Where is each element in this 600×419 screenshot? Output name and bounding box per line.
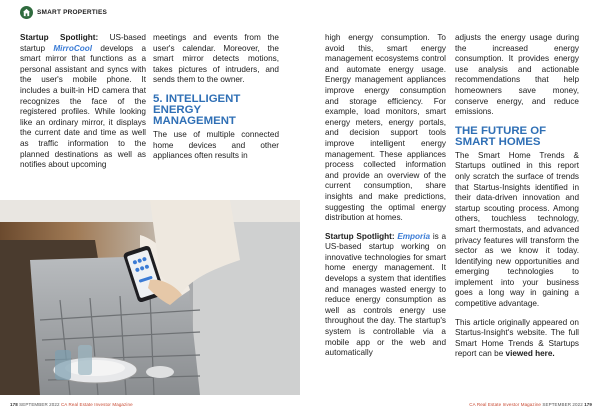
issue-date: SEPTEMBER 2022 <box>542 402 583 407</box>
right-page <box>300 0 600 419</box>
future-smart-homes-heading: THE FUTURE OF SMART HOMES <box>455 124 547 148</box>
spotlight-label: Startup Spotlight: <box>20 33 99 42</box>
right-footer <box>469 402 592 407</box>
publication-name: CA Real Estate Investor Magazine <box>60 402 133 407</box>
section-title: SMART PROPERTIES <box>37 8 108 16</box>
dishwasher-photo <box>0 200 300 395</box>
mirror-continued-paragraph: meetings and events from the user's calendar. Moreover, the smart mirror detects motions, takes pictures of intruders, and sends them to the owner. <box>153 33 279 85</box>
house-icon <box>20 6 33 19</box>
page-number: 179 <box>584 402 592 407</box>
brand-emporia: Emporia <box>397 231 431 241</box>
energy-intro-paragraph: The use of multiple connected home devices and other appliances often results in <box>153 129 279 161</box>
energy-management-heading: 5. INTELLIGENT ENERGY MANAGEMENT <box>153 92 241 127</box>
right-column-2 <box>455 33 579 360</box>
viewed-here-link[interactable]: viewed here. <box>505 349 555 359</box>
left-column-1 <box>20 33 146 171</box>
mirrocool-paragraph: Startup Spotlight: US-based startup MirroCool develops a smart mirror that functions as a personal assistant and syncs with the user's mobile phone. It includes a built-in HD camera that recognizes the face of the registered profiles. While looking like an ordinary mirror, it displays the current date and time as well as traffic information to the planned destinations as well as notifies about upcoming <box>20 33 147 170</box>
page-number: 178 <box>10 402 18 407</box>
left-footer <box>10 402 133 407</box>
trends-paragraph: The Smart Home Trends & Startups outlined in this report only scratch the surface of trends that Startus-Insights identified in their data-driven innovation and startup scouting process. Among others, touchless technology, smart thermostats, and advanced privacy features will transform the sector as we know it today. Identifying new opportunities and emerging technologies to implement into your business goes a long way in gaining a competitive advantage. <box>455 150 579 309</box>
right-column-1 <box>325 33 446 359</box>
spotlight-label: Startup Spotlight: <box>325 231 395 241</box>
section-header <box>20 5 107 19</box>
issue-date: SEPTEMBER 2022 <box>19 402 60 407</box>
brand-mirrocool: MirroCool <box>53 43 93 53</box>
energy-consumption-paragraph: high energy consumption. To avoid this, smart energy management ecosystems control and automate energy usage. Energy management appliances improve energy consumption and storage efficiency. For example, load monitors, smart energy meters, energy portals, and decision support tools improve intelligent energy management. These appliances process collected information and provide an overview of the current consumption, share insights and make predictions, suggesting the optimal energy distribution at homes. <box>325 33 446 223</box>
energy-analysis-paragraph: adjusts the energy usage during the increased energy consumption. It provides energy use analysis and actionable recommendations that help homeowners save money, conserve energy, and reduce emissions. <box>455 33 579 117</box>
source-paragraph: This article originally appeared on Startus-Insight's website. The full Smart Home Trends & Startups report can be viewed here. <box>455 317 579 359</box>
publication-name: CA Real Estate Investor Magazine <box>469 402 542 407</box>
emporia-paragraph: Startup Spotlight: Emporia is a US-based startup working on innovative technologies for smart home energy management. It develops a system that identifies and manages wasted energy to reduce energy consumption as well as controls energy use throughout the day. The startup's system is controllable via a mobile app or the web and automatically <box>325 231 446 358</box>
left-column-2 <box>153 33 279 162</box>
